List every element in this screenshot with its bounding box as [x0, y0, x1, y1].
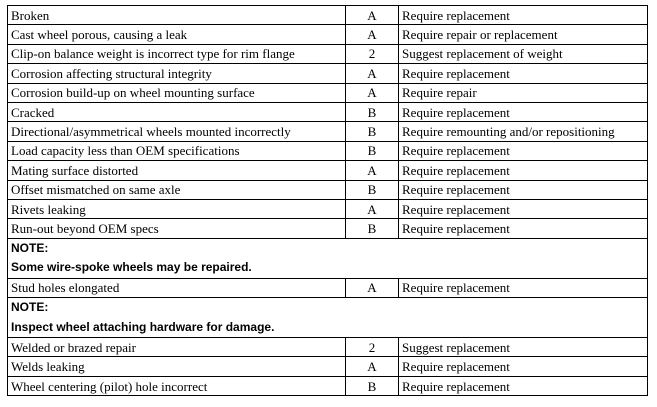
note-cell [8, 298, 648, 338]
table-row [8, 122, 648, 141]
procedure-cell: Suggest replacement of weight [399, 44, 648, 63]
condition-cell: Wheel centering (pilot) hole incorrect [8, 376, 346, 395]
procedure-cell: Require replacement [399, 64, 648, 83]
condition-cell: Mating surface distorted [8, 161, 346, 180]
code-cell: A [346, 278, 399, 297]
table-row [8, 278, 648, 297]
note-title: NOTE: [11, 300, 49, 315]
code-cell: B [346, 376, 399, 395]
condition-cell: Rivets leaking [8, 199, 346, 218]
condition-cell: Corrosion build-up on wheel mounting surface [8, 83, 346, 102]
code-cell: 2 [346, 338, 399, 357]
table-row [8, 6, 648, 25]
table-row [8, 376, 648, 395]
condition-cell: Cracked [8, 102, 346, 121]
code-cell: B [346, 102, 399, 121]
table-row [8, 44, 648, 63]
code-cell: B [346, 180, 399, 199]
condition-cell: Welded or brazed repair [8, 338, 346, 357]
procedure-cell: Suggest replacement [399, 338, 648, 357]
procedure-cell: Require replacement [399, 357, 648, 376]
code-cell: A [346, 25, 399, 44]
code-cell: 2 [346, 44, 399, 63]
inspection-criteria-table [7, 5, 648, 396]
procedure-cell: Require repair or replacement [399, 25, 648, 44]
table-row [8, 83, 648, 102]
code-cell: A [346, 64, 399, 83]
condition-cell: Cast wheel porous, causing a leak [8, 25, 346, 44]
procedure-cell: Require replacement [399, 180, 648, 199]
condition-cell: Broken [8, 6, 346, 25]
condition-cell: Clip-on balance weight is incorrect type for rim flange [8, 44, 346, 63]
table-row [8, 357, 648, 376]
code-cell: B [346, 122, 399, 141]
procedure-cell: Require replacement [399, 141, 648, 160]
table-row [8, 338, 648, 357]
table-row [8, 141, 648, 160]
condition-cell: Welds leaking [8, 357, 346, 376]
code-cell: B [346, 219, 399, 238]
procedure-cell: Require replacement [399, 102, 648, 121]
procedure-cell: Require replacement [399, 161, 648, 180]
table-row [8, 25, 648, 44]
condition-cell: Load capacity less than OEM specifications [8, 141, 346, 160]
note-title: NOTE: [11, 240, 49, 255]
procedure-cell: Require replacement [399, 278, 648, 297]
table-row [8, 199, 648, 218]
note-row [8, 298, 648, 338]
code-cell: B [346, 141, 399, 160]
code-cell: A [346, 83, 399, 102]
condition-cell: Corrosion affecting structural integrity [8, 64, 346, 83]
condition-cell: Directional/asymmetrical wheels mounted incorrectly [8, 122, 346, 141]
code-cell: A [346, 161, 399, 180]
table-row [8, 219, 648, 238]
table-row [8, 64, 648, 83]
procedure-cell: Require replacement [399, 6, 648, 25]
procedure-cell: Require replacement [399, 199, 648, 218]
code-cell: A [346, 357, 399, 376]
code-cell: A [346, 199, 399, 218]
table-row [8, 180, 648, 199]
note-text: Some wire-spoke wheels may be repaired. [11, 260, 252, 275]
table-row [8, 161, 648, 180]
procedure-cell: Require repair [399, 83, 648, 102]
procedure-cell: Require remounting and/or repositioning [399, 122, 648, 141]
procedure-cell: Require replacement [399, 219, 648, 238]
condition-cell: Run-out beyond OEM specs [8, 219, 346, 238]
note-text: Inspect wheel attaching hardware for damage. [11, 319, 275, 334]
condition-cell: Stud holes elongated [8, 278, 346, 297]
note-cell [8, 238, 648, 278]
condition-cell: Offset mismatched on same axle [8, 180, 346, 199]
procedure-cell: Require replacement [399, 376, 648, 395]
note-row [8, 238, 648, 278]
code-cell: A [346, 6, 399, 25]
table-row [8, 102, 648, 121]
